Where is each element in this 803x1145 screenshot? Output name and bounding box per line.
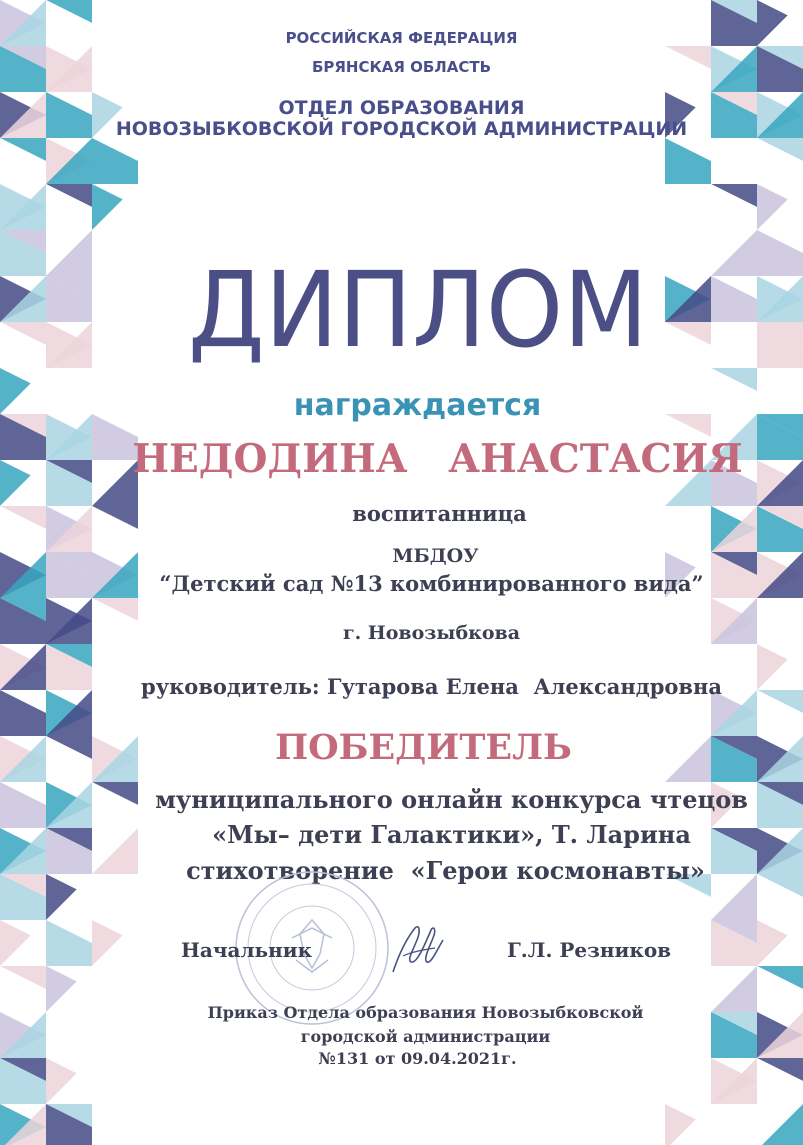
organization-name: “Детский сад №13 комбинированного вида” — [159, 571, 704, 596]
diploma-title — [0, 258, 803, 368]
header-region: БРЯНСКАЯ ОБЛАСТЬ — [311, 58, 492, 76]
signature-block — [0, 938, 803, 978]
header-administration: НОВОЗЫБКОВСКОЙ ГОРОДСКОЙ АДМИНИСТРАЦИИ — [115, 118, 688, 140]
order-line-2: городской администрации — [300, 1027, 551, 1046]
organization-type: МБДОУ — [392, 545, 479, 567]
order-line-1: Приказ Отдела образования Новозыбковской — [207, 1003, 644, 1022]
city: г. Новозыбкова — [342, 622, 521, 644]
header-department: ОТДЕЛ ОБРАЗОВАНИЯ — [278, 97, 525, 119]
recipient-role: воспитанница — [352, 501, 527, 526]
awarded-label: награждается — [293, 388, 542, 423]
contest-description: муниципального онлайн конкурса чтецов — [155, 785, 748, 814]
handwritten-signature — [385, 916, 447, 978]
contest-name: «Мы– дети Галактики», Т. Ларина — [212, 820, 691, 849]
award-title: ПОБЕДИТЕЛЬ — [275, 727, 572, 768]
header-country: РОССИЙСКАЯ ФЕДЕРАЦИЯ — [285, 29, 518, 47]
supervisor: руководитель: Гутарова Елена Александровна — [141, 674, 722, 699]
diploma-title-text: ДИПЛОМ — [188, 258, 648, 368]
signatory-position: Начальник — [181, 938, 313, 962]
recipient-name: НЕДОДИНА АНАСТАСИЯ — [132, 436, 743, 482]
signatory-name: Г.Л. Резников — [507, 938, 672, 962]
order-line-3: №131 от 09.04.2021г. — [318, 1049, 517, 1068]
poem-title: стихотворение «Герои космонавты» — [186, 856, 705, 885]
